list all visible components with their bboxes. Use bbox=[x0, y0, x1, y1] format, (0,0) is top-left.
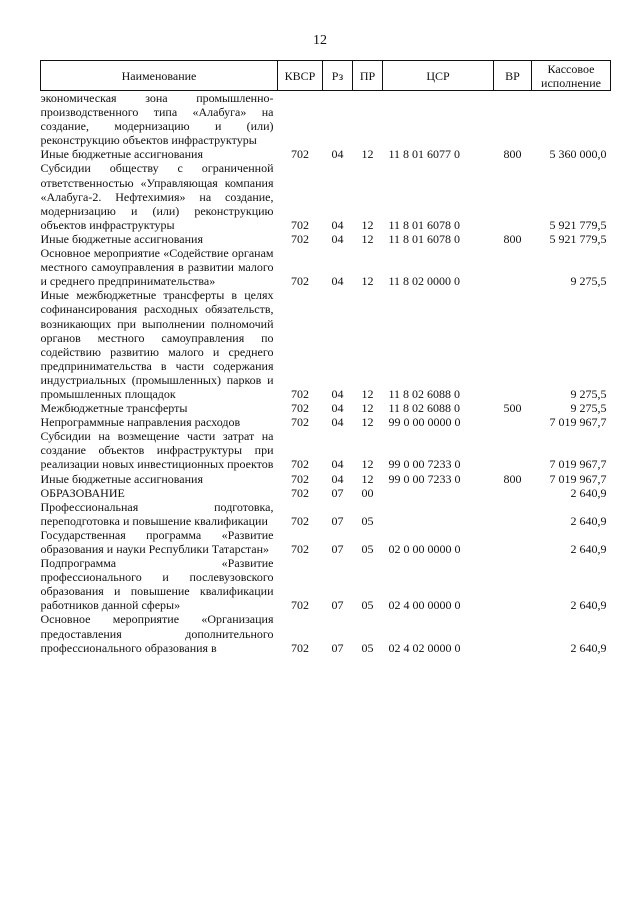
table-row bbox=[41, 288, 611, 401]
cell-rz: 04 bbox=[331, 231, 344, 246]
cell-vr bbox=[494, 429, 532, 471]
cell-csr: 11 8 02 6088 0 bbox=[388, 386, 461, 401]
table-row bbox=[41, 246, 611, 288]
cell-name: Основное мероприятие «Организация предоставления дополнительного профессионального образования в bbox=[40, 612, 274, 655]
cell-rz bbox=[323, 91, 353, 148]
cell-kvsr: 702 bbox=[291, 598, 309, 613]
table-row bbox=[41, 415, 611, 429]
cell-kvsr: 702 bbox=[291, 457, 309, 472]
cell-kvsr: 702 bbox=[291, 386, 309, 401]
cell-amount: 9 275,5 bbox=[570, 401, 607, 416]
header-rz: Рз bbox=[323, 61, 353, 91]
cell-kvsr: 702 bbox=[291, 513, 309, 528]
cell-amount: 7 019 967,7 bbox=[549, 415, 607, 430]
cell-rz: 04 bbox=[331, 457, 344, 472]
cell-rz: 04 bbox=[331, 415, 344, 430]
cell-name: Иные бюджетные ассигнования bbox=[40, 231, 203, 246]
cell-amount: 9 275,5 bbox=[570, 386, 607, 401]
cell-rz: 07 bbox=[331, 598, 344, 613]
cell-kvsr: 702 bbox=[291, 415, 309, 430]
header-vr: ВР bbox=[494, 61, 532, 91]
header-name: Наименование bbox=[41, 61, 278, 91]
cell-name: Субсидии обществу с ограниченной ответственностью «Управляющая компания «Алабуга-2. Нефтехимия» на создание, модернизацию и (или) реконструкцию объектов инфраструктуры bbox=[40, 161, 274, 232]
table-row bbox=[41, 472, 611, 486]
cell-csr: 99 0 00 7233 0 bbox=[388, 471, 461, 486]
cell-kvsr: 702 bbox=[291, 401, 309, 416]
page-number: 12 bbox=[313, 33, 327, 48]
table-row bbox=[41, 556, 611, 612]
table-row bbox=[41, 91, 611, 148]
cell-rz: 07 bbox=[331, 542, 344, 556]
cell-csr: 99 0 00 7233 0 bbox=[388, 457, 461, 472]
cell-vr: 800 bbox=[503, 231, 522, 246]
cell-name: экономическая зона промышленно-производственного типа «Алабуга» на создание, модернизацию и (или) реконструкцию объектов инфраструктуры bbox=[40, 91, 274, 148]
cell-csr: 11 8 02 6088 0 bbox=[388, 401, 461, 416]
cell-csr: 11 8 01 6078 0 bbox=[388, 217, 461, 232]
cell-csr bbox=[383, 486, 494, 500]
cell-name: Государственная программа «Развитие образования и науки Республики Татарстан» bbox=[40, 527, 274, 556]
cell-pr: 05 bbox=[361, 598, 374, 613]
cell-csr: 02 4 00 0000 0 bbox=[388, 598, 461, 613]
cell-name: Профессиональная подготовка, переподготовка и повышение квалификации bbox=[40, 499, 274, 528]
cell-amount: 5 921 779,5 bbox=[549, 217, 607, 232]
cell-kvsr bbox=[278, 91, 323, 148]
cell-kvsr: 702 bbox=[291, 231, 309, 246]
table-header-row bbox=[41, 61, 611, 91]
cell-csr: 99 0 00 0000 0 bbox=[388, 415, 461, 430]
cell-csr: 02 0 00 0000 0 bbox=[388, 542, 461, 556]
cell-pr: 05 bbox=[361, 513, 374, 528]
table-row bbox=[41, 147, 611, 161]
cell-rz: 04 bbox=[331, 147, 344, 162]
cell-pr bbox=[353, 91, 383, 148]
cell-amount: 2 640,9 bbox=[570, 513, 607, 528]
cell-amount: 2 640,9 bbox=[570, 640, 607, 655]
cell-kvsr: 702 bbox=[291, 147, 309, 162]
cell-name: Иные бюджетные ассигнования bbox=[40, 471, 203, 486]
cell-kvsr: 702 bbox=[291, 274, 309, 289]
header-kvsr: КВСР bbox=[278, 61, 323, 91]
cell-amount: 2 640,9 bbox=[570, 598, 607, 613]
cell-rz: 07 bbox=[331, 485, 344, 500]
cell-vr: 500 bbox=[503, 401, 522, 416]
cell-name: Иные межбюджетные трансферты в целях софинансирования расходных обязательств, возникающих при выполнении полномочий органов местного самоуправления по содействию развитию малого и среднего предпринимательства в части содержания индустриальных (промышленных) парков и промышленных площадок bbox=[40, 288, 274, 401]
cell-kvsr: 702 bbox=[291, 640, 309, 655]
cell-pr: 12 bbox=[361, 386, 374, 401]
cell-pr: 00 bbox=[361, 485, 374, 500]
cell-csr: 02 4 02 0000 0 bbox=[388, 640, 461, 655]
cell-pr: 05 bbox=[361, 542, 374, 556]
table-row bbox=[41, 161, 611, 231]
cell-pr: 12 bbox=[361, 147, 374, 162]
cell-name: Подпрограмма «Развитие профессионального и послевузовского образования и повышение квалификации работников данной сферы» bbox=[40, 556, 274, 613]
cell-amount: 5 921 779,5 bbox=[549, 231, 607, 246]
cell-vr bbox=[494, 556, 532, 612]
cell-vr bbox=[494, 288, 532, 401]
table-row bbox=[41, 528, 611, 556]
cell-vr: 800 bbox=[503, 471, 522, 486]
table-row bbox=[41, 401, 611, 415]
cell-vr bbox=[494, 91, 532, 148]
cell-kvsr: 702 bbox=[291, 485, 309, 500]
cell-vr bbox=[494, 486, 532, 500]
cell-csr bbox=[383, 500, 494, 528]
cell-amount: 2 640,9 bbox=[570, 542, 607, 556]
cell-pr: 12 bbox=[361, 401, 374, 416]
cell-name: Иные бюджетные ассигнования bbox=[40, 147, 203, 162]
table-row bbox=[41, 232, 611, 246]
cell-csr bbox=[383, 91, 494, 148]
cell-pr: 12 bbox=[361, 471, 374, 486]
cell-amount: 7 019 967,7 bbox=[549, 471, 607, 486]
cell-rz: 04 bbox=[331, 217, 344, 232]
header-csr: ЦСР bbox=[383, 61, 494, 91]
cell-pr: 05 bbox=[361, 640, 374, 655]
cell-vr bbox=[494, 612, 532, 654]
cell-csr: 11 8 02 0000 0 bbox=[388, 274, 461, 289]
cell-vr bbox=[494, 415, 532, 429]
cell-amount bbox=[532, 91, 611, 148]
table-row bbox=[41, 429, 611, 471]
cell-rz: 07 bbox=[331, 640, 344, 655]
cell-kvsr: 702 bbox=[291, 542, 309, 556]
cell-kvsr: 702 bbox=[291, 471, 309, 486]
cell-name: Межбюджетные трансферты bbox=[40, 401, 188, 416]
cell-pr: 12 bbox=[361, 457, 374, 472]
cell-csr: 11 8 01 6078 0 bbox=[388, 231, 461, 246]
header-pr: ПР bbox=[353, 61, 383, 91]
cell-amount: 2 640,9 bbox=[570, 485, 607, 500]
cell-amount: 7 019 967,7 bbox=[549, 457, 607, 472]
cell-vr bbox=[494, 161, 532, 231]
table-row bbox=[41, 500, 611, 528]
cell-vr bbox=[494, 528, 532, 556]
cell-rz: 04 bbox=[331, 401, 344, 416]
cell-csr: 11 8 01 6077 0 bbox=[388, 147, 461, 162]
cell-rz: 04 bbox=[331, 471, 344, 486]
cell-name: ОБРАЗОВАНИЕ bbox=[40, 485, 125, 500]
cell-pr: 12 bbox=[361, 231, 374, 246]
cell-name: Основное мероприятие «Содействие органам местного самоуправления в развитии малого и среднего предпринимательства» bbox=[40, 246, 274, 289]
cell-pr: 12 bbox=[361, 415, 374, 430]
table-row bbox=[41, 612, 611, 654]
cell-amount: 9 275,5 bbox=[570, 274, 607, 289]
cell-pr: 12 bbox=[361, 217, 374, 232]
cell-vr bbox=[494, 500, 532, 528]
cell-rz: 07 bbox=[331, 513, 344, 528]
cell-amount: 5 360 000,0 bbox=[549, 147, 607, 162]
cell-name: Непрограммные направления расходов bbox=[40, 415, 241, 430]
cell-rz: 04 bbox=[331, 274, 344, 289]
table-row bbox=[41, 486, 611, 500]
cell-pr: 12 bbox=[361, 274, 374, 289]
cell-name: Субсидии на возмещение части затрат на создание объектов инфраструктуры при реализации новых инвестиционных проектов bbox=[40, 429, 274, 472]
cell-vr: 800 bbox=[503, 147, 522, 162]
cell-rz: 04 bbox=[331, 386, 344, 401]
header-amount: Кассовое исполнение bbox=[532, 61, 611, 91]
cell-vr bbox=[494, 246, 532, 288]
budget-table bbox=[40, 60, 611, 655]
cell-kvsr: 702 bbox=[291, 217, 309, 232]
